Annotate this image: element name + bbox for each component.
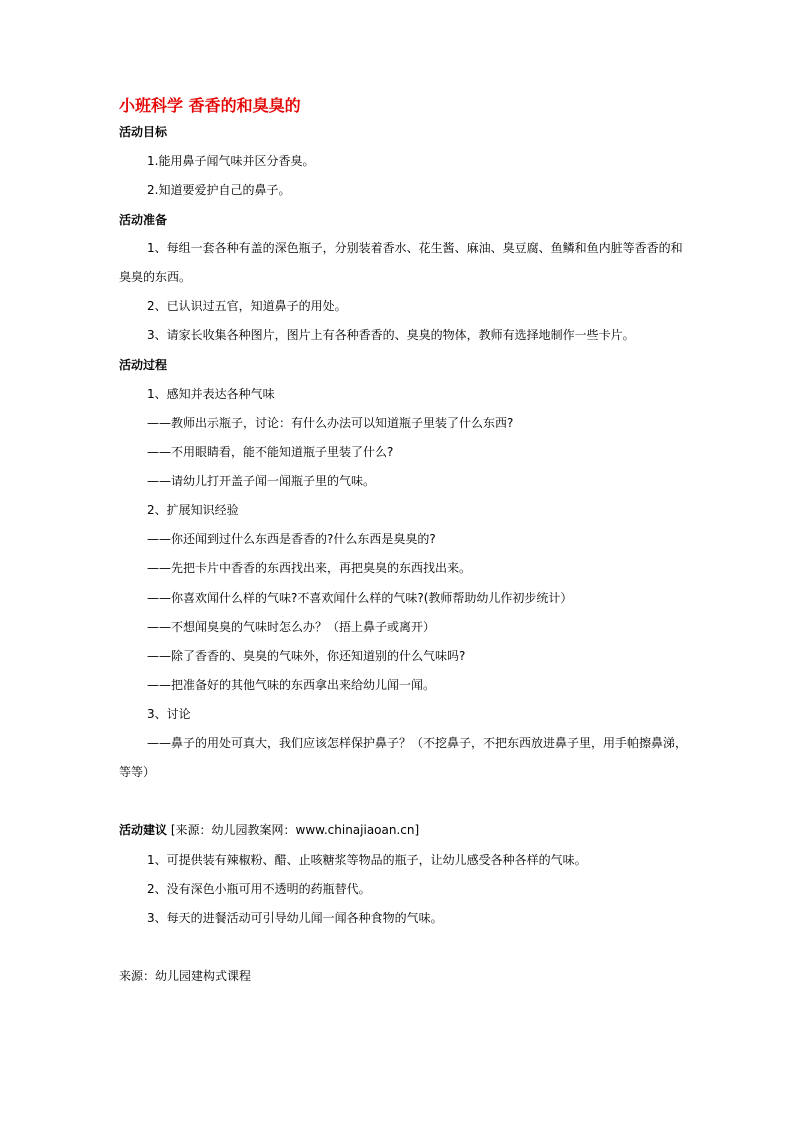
goal-item: 2.知道要爱护自己的鼻子。 xyxy=(147,183,291,197)
process-line: ——不想闻臭臭的气味时怎么办？（捂上鼻子或离开） xyxy=(147,620,436,634)
suggestions-source: [来源：幼儿园教案网：www.chinajiaoan.cn] xyxy=(167,823,420,837)
preparation-item: 1、每组一套各种有盖的深色瓶子，分别装着香水、花生酱、麻油、臭豆腐、鱼鳞和鱼内脏等香香的和 xyxy=(147,241,683,255)
process-line: 1、感知并表达各种气味 xyxy=(147,387,275,401)
footer-source: 来源：幼儿园建构式课程 xyxy=(119,969,252,983)
process-heading: 活动过程 xyxy=(119,358,168,372)
process-line: ——请幼儿打开盖子闻一闻瓶子里的气味。 xyxy=(147,474,376,488)
process-line: 2、扩展知识经验 xyxy=(147,503,239,517)
suggestion-item: 2、没有深色小瓶可用不透明的药瓶替代。 xyxy=(147,882,371,896)
goals-heading: 活动目标 xyxy=(119,125,168,139)
suggestions-heading: 活动建议 xyxy=(119,823,168,837)
process-line: ——教师出示瓶子，讨论：有什么办法可以知道瓶子里装了什么东西? xyxy=(147,416,514,430)
process-line: ——你还闻到过什么东西是香香的?什么东西是臭臭的? xyxy=(147,532,436,546)
preparation-heading: 活动准备 xyxy=(119,213,168,227)
preparation-item: 3、请家长收集各种图片，图片上有各种香香的、臭臭的物体，教师有选择地制作一些卡片。 xyxy=(147,328,635,342)
goal-item: 1.能用鼻子闻气味并区分香臭。 xyxy=(147,154,315,168)
process-line: ——先把卡片中香香的东西找出来，再把臭臭的东西找出来。 xyxy=(147,561,472,575)
process-line: ——把准备好的其他气味的东西拿出来给幼儿闻一闻。 xyxy=(147,678,436,692)
suggestion-item: 3、每天的进餐活动可引导幼儿闻一闻各种食物的气味。 xyxy=(147,911,443,925)
suggestion-item: 1、可提供装有辣椒粉、醋、止咳糖浆等物品的瓶子，让幼儿感受各种各样的气味。 xyxy=(147,853,587,867)
preparation-item: 2、已认识过五官，知道鼻子的用处。 xyxy=(147,299,347,313)
process-line-continuation: 等等） xyxy=(119,765,156,779)
preparation-item-continuation: 臭臭的东西。 xyxy=(119,270,192,284)
document-title: 小班科学 香香的和臭臭的 xyxy=(119,96,301,115)
process-line: ——你喜欢闻什么样的气味?不喜欢闻什么样的气味?(教师帮助幼儿作初步统计） xyxy=(147,591,573,605)
process-line: ——不用眼睛看，能不能知道瓶子里装了什么? xyxy=(147,445,394,459)
process-line: 3、讨论 xyxy=(147,707,191,721)
process-line: ——鼻子的用处可真大，我们应该怎样保护鼻子？（不挖鼻子，不把东西放进鼻子里，用手帕擦鼻涕， xyxy=(147,736,688,750)
suggestions-heading-row xyxy=(119,822,419,838)
process-line: ——除了香香的、臭臭的气味外，你还知道别的什么气味吗? xyxy=(147,649,466,663)
